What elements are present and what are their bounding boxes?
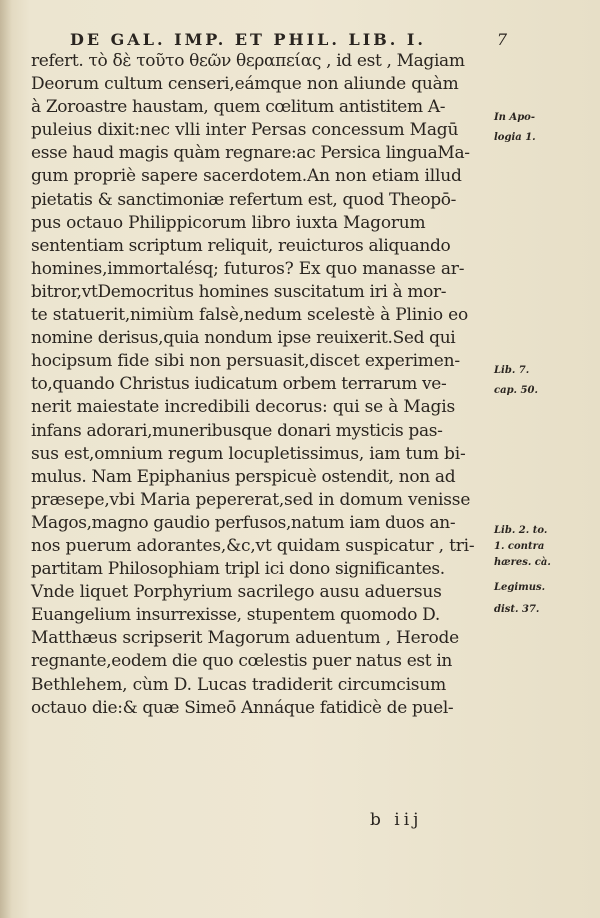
margin-note: dist. 37. <box>494 604 540 615</box>
text-line: nos puerum adorantes,&c,vt quidam suspicatur , tri- <box>31 535 475 556</box>
margin-note: In Apo- <box>494 112 536 123</box>
text-line: præsepe,vbi Maria pepererat,sed in domum venisse <box>31 489 471 510</box>
text-line: gum propriè sapere sacerdotem.An non etiam illud <box>31 166 462 187</box>
text-line: to,quando Christus iudicatum orbem terrarum ve- <box>31 374 447 395</box>
page-gutter-shadow <box>0 0 12 918</box>
text-line: nerit maiestate incredibili decorus: qui se à Magis <box>31 397 455 418</box>
running-title: DE GAL. IMP. ET PHIL. LIB. I. <box>70 30 426 49</box>
text-line: hocipsum fide sibi non persuasit,discet experimen- <box>31 351 460 372</box>
margin-note: Lib. 2. to. <box>494 525 548 536</box>
text-line: octauo die:& quæ Simeō Annáque fatidicè de puel- <box>31 697 454 718</box>
margin-note: Legimus. <box>494 582 546 593</box>
text-line: regnante,eodem die quo cœlestis puer natus est in <box>31 651 453 672</box>
margin-note: hæres. cà. <box>494 557 551 568</box>
text-line: pus octauo Philippicorum libro iuxta Magorum <box>31 212 426 233</box>
text-line: te statuerit,nimiùm falsè,nedum scelestè à Plinio eo <box>31 305 469 326</box>
text-line: sententiam scriptum reliquit, reuicturos aliquando <box>31 235 451 256</box>
signature-mark: b iij <box>370 810 423 830</box>
text-line: bitror,vtDemocritus homines suscitatum iri à mor- <box>31 281 447 302</box>
margin-note: cap. 50. <box>494 385 538 396</box>
text-line: homines,immortalésq; futuros? Ex quo manasse ar- <box>31 258 465 279</box>
text-line: mulus. Nam Epiphanius perspicuè ostendit, non ad <box>31 466 456 487</box>
text-line: Vnde liquet Porphyrium sacrilego ausu aduersus <box>31 582 442 603</box>
text-line: Bethlehem, cùm D. Lucas tradiderit circumcisum <box>31 674 446 695</box>
text-line: pietatis & sanctimoniæ refertum est, quod Theopō- <box>31 189 457 210</box>
text-line: infans adorari,muneribusque donari mysticis pas- <box>31 420 443 441</box>
text-line: Deorum cultum censeri,eámque non aliunde quàm <box>31 74 459 95</box>
text-line: partitam Philosophiam tripl ici dono significantes. <box>31 559 445 580</box>
text-line: nomine derisus,quia nondum ipse reuixerit.Sed qui <box>31 328 456 349</box>
margin-note: logia 1. <box>494 132 536 143</box>
text-line: puleius dixit:nec vlli inter Persas concessum Magū <box>31 120 459 141</box>
text-line: à Zoroastre haustam, quem cœlitum antistitem A- <box>31 97 446 118</box>
body-text <box>31 50 501 720</box>
page-number: 7 <box>496 30 510 49</box>
text-line: refert. τὸ δὲ τοῦτο θεῶν θεραπείας , id est , Magiam <box>31 51 465 71</box>
text-line: Matthæus scripserit Magorum aduentum , Herode <box>31 628 460 649</box>
margin-note: 1. contra <box>494 541 545 552</box>
text-line: sus est,omnium regum locupletissimus, iam tum bi- <box>31 443 466 464</box>
text-line: Euangelium insurrexisse, stupentem quomodo D. <box>31 605 440 626</box>
text-line: esse haud magis quàm regnare:ac Persica linguaMa- <box>31 143 470 164</box>
text-line: Magos,magno gaudio perfusos,natum iam duos an- <box>31 512 456 533</box>
margin-note: Lib. 7. <box>494 365 530 376</box>
